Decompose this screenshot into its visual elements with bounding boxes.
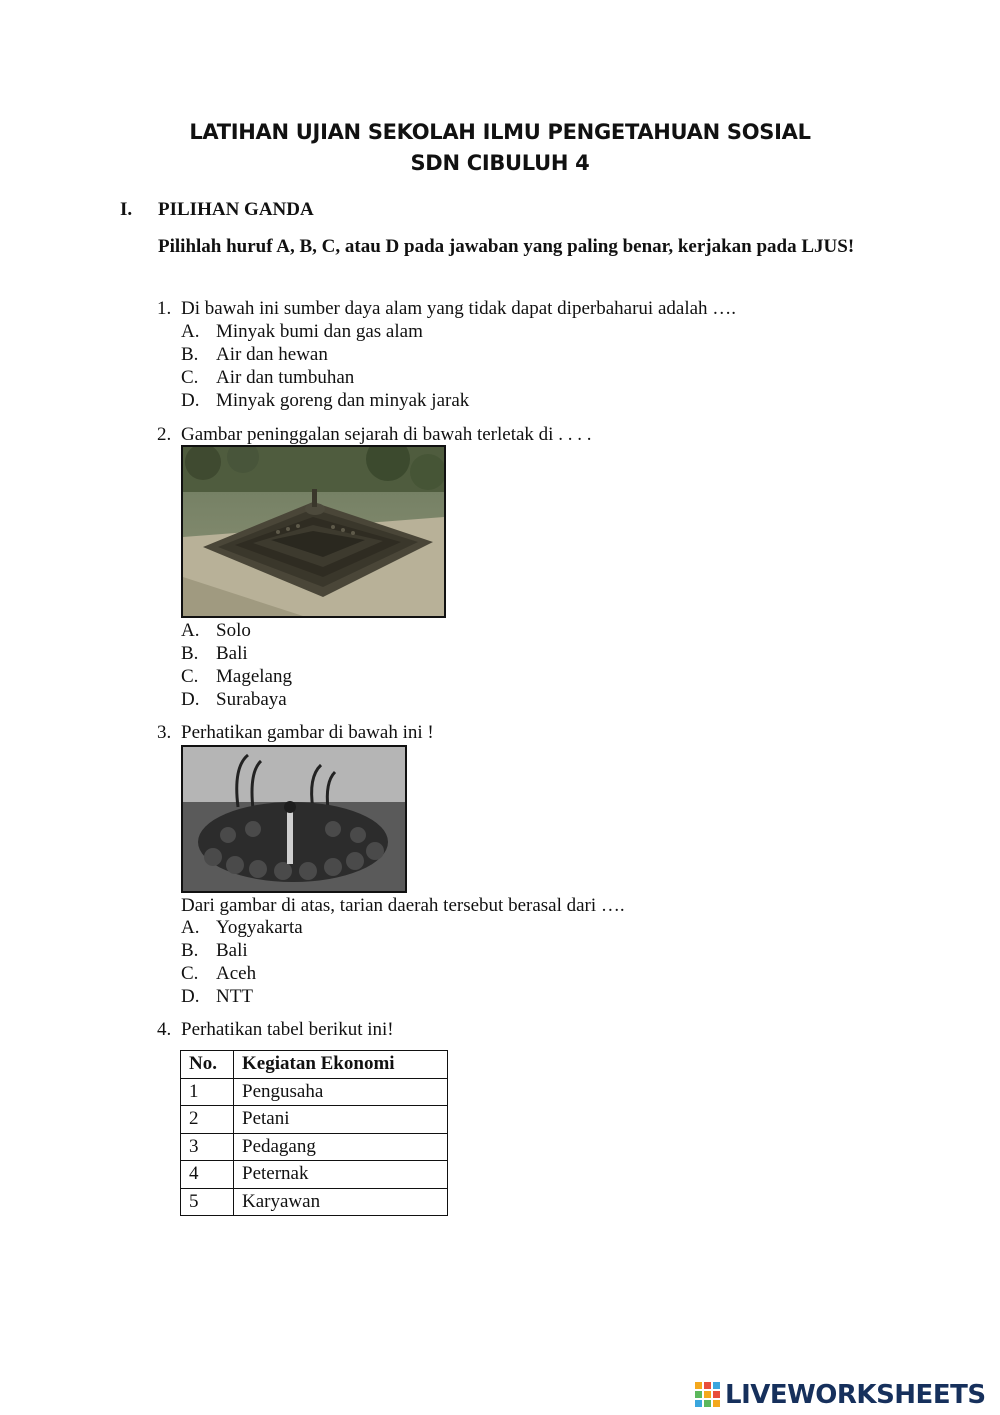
question-text: Di bawah ini sumber daya alam yang tidak dapat diperbaharui adalah …. [181, 298, 737, 319]
option-letter[interactable]: B. [181, 940, 199, 961]
option-letter[interactable]: A. [181, 917, 200, 938]
table-cell: 4 [181, 1161, 234, 1189]
option-text[interactable]: Bali [216, 643, 248, 664]
table-cell: 1 [181, 1078, 234, 1106]
page-title: LATIHAN UJIAN SEKOLAH ILMU PENGETAHUAN SOSIAL [189, 120, 811, 144]
dance-photo [181, 745, 407, 893]
option-text[interactable]: Air dan hewan [216, 344, 328, 365]
section-number: I. [120, 199, 133, 220]
table-cell: Petani [234, 1106, 448, 1134]
option-text[interactable]: Yogyakarta [216, 917, 303, 938]
instruction-text: Pilihlah huruf A, B, C, atau D pada jawaban yang paling benar, kerjakan pada LJUS! [158, 236, 855, 257]
question-text: Perhatikan tabel berikut ini! [181, 1019, 394, 1040]
table-row [181, 1133, 448, 1161]
option-text[interactable]: Surabaya [216, 689, 287, 710]
option-text[interactable]: Minyak goreng dan minyak jarak [216, 390, 470, 411]
option-letter[interactable]: A. [181, 321, 200, 342]
column-header: Kegiatan Ekonomi [234, 1051, 448, 1079]
question-number: 3. [157, 722, 172, 743]
option-letter[interactable]: C. [181, 963, 199, 984]
option-letter[interactable]: C. [181, 666, 199, 687]
option-text[interactable]: Magelang [216, 666, 292, 687]
table-cell: 5 [181, 1188, 234, 1216]
option-letter[interactable]: D. [181, 390, 200, 411]
option-text[interactable]: Minyak bumi dan gas alam [216, 321, 423, 342]
question-number: 1. [157, 298, 172, 319]
question-text: Perhatikan gambar di bawah ini ! [181, 722, 434, 743]
table-cell: 3 [181, 1133, 234, 1161]
temple-photo [181, 445, 446, 618]
option-text[interactable]: NTT [216, 986, 253, 1007]
column-header: No. [181, 1051, 234, 1079]
option-text[interactable]: Air dan tumbuhan [216, 367, 355, 388]
question-caption: Dari gambar di atas, tarian daerah tersebut berasal dari …. [181, 895, 625, 916]
option-letter[interactable]: D. [181, 986, 200, 1007]
table-row [181, 1188, 448, 1216]
table-cell: Pengusaha [234, 1078, 448, 1106]
table-header-row [181, 1051, 448, 1079]
table-row [181, 1106, 448, 1134]
economic-activity-table [180, 1050, 448, 1216]
table-cell: Karyawan [234, 1188, 448, 1216]
option-text[interactable]: Aceh [216, 963, 257, 984]
school-name: SDN CIBULUH 4 [410, 151, 590, 175]
option-letter[interactable]: C. [181, 367, 199, 388]
option-letter[interactable]: D. [181, 689, 200, 710]
option-letter[interactable]: B. [181, 344, 199, 365]
table-row [181, 1161, 448, 1189]
option-letter[interactable]: B. [181, 643, 199, 664]
option-text[interactable]: Bali [216, 940, 248, 961]
watermark-text: LIVEWORKSHEETS [725, 1380, 986, 1410]
question-text: Gambar peninggalan sejarah di bawah terletak di . . . . [181, 424, 592, 445]
question-number: 2. [157, 424, 172, 445]
question-number: 4. [157, 1019, 172, 1040]
table-cell: 2 [181, 1106, 234, 1134]
liveworksheets-watermark[interactable] [695, 1375, 986, 1415]
option-letter[interactable]: A. [181, 620, 200, 641]
liveworksheets-logo-icon [695, 1380, 721, 1410]
section-title: PILIHAN GANDA [158, 199, 314, 220]
table-cell: Peternak [234, 1161, 448, 1189]
option-text[interactable]: Solo [216, 620, 251, 641]
table-cell: Pedagang [234, 1133, 448, 1161]
table-row [181, 1078, 448, 1106]
